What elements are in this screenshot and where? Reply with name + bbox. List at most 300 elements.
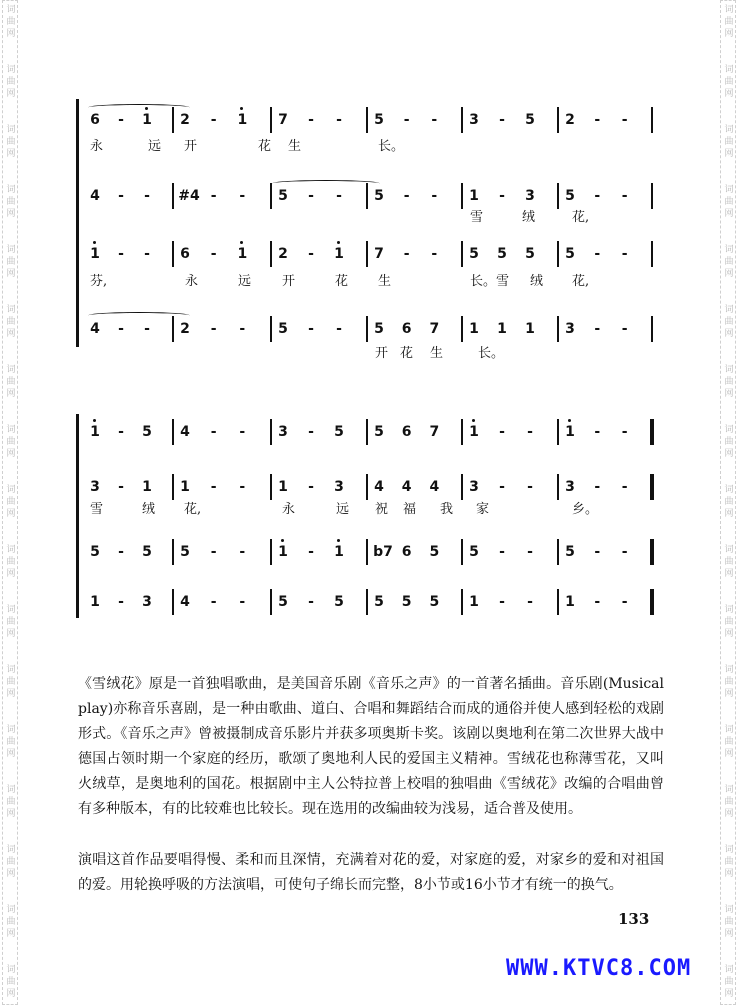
jianpu-note: - xyxy=(239,321,246,337)
jianpu-note: 5 xyxy=(374,321,384,337)
jianpu-note: - xyxy=(239,188,246,204)
bar-line xyxy=(461,183,463,209)
jianpu-note: 4 xyxy=(180,594,190,610)
watermark-glyph: 曲 xyxy=(6,437,16,447)
bar-line xyxy=(270,107,272,133)
bar-line xyxy=(270,589,272,615)
jianpu-note: - xyxy=(499,479,505,495)
jianpu-note: - xyxy=(403,188,410,204)
bar-line xyxy=(461,419,463,445)
jianpu-note: - xyxy=(308,321,314,337)
jianpu-note: - xyxy=(499,188,505,204)
watermark-glyph: 曲 xyxy=(724,377,734,387)
jianpu-note: 1 xyxy=(469,594,479,610)
watermark-glyph: 网 xyxy=(724,329,734,339)
jianpu-note: - xyxy=(144,246,150,262)
jianpu-note: 5 xyxy=(334,594,344,610)
watermark-glyph: 词 xyxy=(6,5,16,15)
jianpu-note: b7 xyxy=(373,544,393,560)
bar-line xyxy=(366,316,368,342)
watermark-glyph: 词 xyxy=(724,485,734,495)
watermark-glyph: 词 xyxy=(724,185,734,195)
lyric-syllable: 福 xyxy=(403,502,417,517)
watermark-glyph: 曲 xyxy=(724,137,734,147)
lyric-syllable: 乡。 xyxy=(572,502,599,517)
lyric-syllable: 长。雪 xyxy=(470,274,510,289)
watermark-glyph: 网 xyxy=(724,389,734,399)
watermark-glyph: 词 xyxy=(6,905,16,915)
system-bracket xyxy=(76,414,79,618)
jianpu-note: - xyxy=(431,188,438,204)
lyric-syllable: 花, xyxy=(572,210,590,225)
jianpu-note: 1 xyxy=(90,594,100,610)
jianpu-note: 3 xyxy=(469,112,479,128)
jianpu-note: 5 xyxy=(142,544,152,560)
lyric-syllable: 花 xyxy=(258,139,272,154)
jianpu-note: 1 xyxy=(467,421,481,443)
bar-line xyxy=(366,539,368,565)
bar-line xyxy=(557,419,559,445)
watermark-glyph: 网 xyxy=(724,689,734,699)
watermark-glyph: 网 xyxy=(6,629,16,639)
jianpu-note: 5 xyxy=(142,424,152,440)
bar-line xyxy=(650,474,654,500)
watermark-glyph: 曲 xyxy=(724,737,734,747)
bar-line xyxy=(557,474,559,500)
watermark-glyph: 词 xyxy=(6,245,16,255)
lyric-syllable: 生 xyxy=(378,274,392,289)
jianpu-note: - xyxy=(621,479,628,495)
site-watermark: WWW.KTVC8.COM xyxy=(506,956,692,981)
bar-line xyxy=(557,241,559,267)
watermark-glyph: 网 xyxy=(6,329,16,339)
watermark-glyph: 网 xyxy=(724,269,734,279)
watermark-glyph: 网 xyxy=(6,269,16,279)
watermark-glyph: 词 xyxy=(724,965,734,975)
watermark-glyph: 网 xyxy=(724,149,734,159)
jianpu-note: - xyxy=(336,188,342,204)
watermark-glyph: 曲 xyxy=(724,77,734,87)
bar-line xyxy=(651,316,653,342)
jianpu-note: 3 xyxy=(334,479,344,495)
watermark-glyph: 网 xyxy=(724,209,734,219)
watermark-glyph: 曲 xyxy=(6,617,16,627)
watermark-glyph: 曲 xyxy=(6,557,16,567)
jianpu-note: - xyxy=(118,544,124,560)
watermark-glyph: 词 xyxy=(724,425,734,435)
lyric-syllable: 远 xyxy=(336,502,350,517)
jianpu-note: - xyxy=(239,479,246,495)
bar-line xyxy=(366,474,368,500)
watermark-glyph: 词 xyxy=(724,545,734,555)
lyric-syllable: 我 xyxy=(440,502,454,517)
jianpu-note: - xyxy=(499,544,505,560)
bar-line xyxy=(557,316,559,342)
jianpu-note: - xyxy=(527,594,533,610)
jianpu-note: - xyxy=(210,321,217,337)
jianpu-note: 5 xyxy=(401,594,412,610)
jianpu-note: - xyxy=(621,424,628,440)
watermark-glyph: 词 xyxy=(6,185,16,195)
watermark-glyph: 曲 xyxy=(724,677,734,687)
watermark-glyph: 网 xyxy=(724,29,734,39)
system-bracket xyxy=(76,99,79,347)
bar-line xyxy=(270,316,272,342)
jianpu-note: - xyxy=(594,544,601,560)
jianpu-note: - xyxy=(308,594,314,610)
watermark-glyph: 曲 xyxy=(6,797,16,807)
watermark-glyph: 网 xyxy=(6,449,16,459)
watermark-glyph: 曲 xyxy=(724,977,734,987)
watermark-glyph: 网 xyxy=(6,209,16,219)
watermark-glyph: 曲 xyxy=(724,497,734,507)
watermark-glyph: 词 xyxy=(724,785,734,795)
watermark-glyph: 网 xyxy=(724,89,734,99)
jianpu-note: 3 xyxy=(469,479,479,495)
jianpu-note: - xyxy=(431,112,438,128)
watermark-glyph: 网 xyxy=(6,509,16,519)
watermark-glyph: 曲 xyxy=(6,377,16,387)
jianpu-note: - xyxy=(621,321,628,337)
jianpu-note: - xyxy=(308,112,314,128)
lyric-syllable: 绒 xyxy=(142,502,156,517)
jianpu-note: 5 xyxy=(525,112,535,128)
watermark-glyph: 网 xyxy=(6,929,16,939)
jianpu-note: 7 xyxy=(278,112,288,128)
lyric-syllable: 祝 xyxy=(375,502,389,517)
jianpu-note: - xyxy=(118,424,124,440)
jianpu-note: - xyxy=(239,424,246,440)
watermark-glyph: 网 xyxy=(724,869,734,879)
jianpu-note: 5 xyxy=(374,112,384,128)
lyric-syllable: 永 xyxy=(282,502,296,517)
watermark-glyph: 词 xyxy=(724,905,734,915)
jianpu-note: - xyxy=(210,112,217,128)
watermark-glyph: 曲 xyxy=(6,317,16,327)
jianpu-note: 3 xyxy=(142,594,152,610)
bar-line xyxy=(461,316,463,342)
jianpu-note: 7 xyxy=(429,321,440,337)
jianpu-note: 1 xyxy=(142,479,152,495)
watermark-glyph: 网 xyxy=(6,869,16,879)
jianpu-note: 5 xyxy=(334,424,344,440)
jianpu-note: - xyxy=(527,479,533,495)
lyric-syllable: 花 xyxy=(400,346,414,361)
watermark-glyph: 词 xyxy=(724,605,734,615)
bar-line xyxy=(366,419,368,445)
jianpu-note: 1 xyxy=(565,594,575,610)
watermark-glyph: 词 xyxy=(724,365,734,375)
watermark-glyph: 词 xyxy=(6,845,16,855)
watermark-glyph: 词 xyxy=(724,245,734,255)
watermark-glyph: 词 xyxy=(724,845,734,855)
jianpu-note: 5 xyxy=(565,544,575,560)
jianpu-note: - xyxy=(499,594,505,610)
jianpu-note: - xyxy=(336,112,342,128)
watermark-glyph: 词 xyxy=(724,665,734,675)
jianpu-note: 1 xyxy=(563,421,577,443)
jianpu-note: - xyxy=(210,188,217,204)
jianpu-note: 3 xyxy=(525,188,535,204)
bar-line xyxy=(172,539,174,565)
jianpu-note: 1 xyxy=(469,188,479,204)
jianpu-note: 2 xyxy=(565,112,575,128)
jianpu-note: 5 xyxy=(469,246,479,262)
jianpu-note: - xyxy=(403,112,410,128)
jianpu-note: - xyxy=(118,479,124,495)
bar-line xyxy=(172,316,174,342)
lyric-syllable: 永 xyxy=(90,139,104,154)
jianpu-note: - xyxy=(210,246,217,262)
watermark-glyph: 词 xyxy=(724,725,734,735)
watermark-glyph: 曲 xyxy=(724,257,734,267)
bar-line xyxy=(270,474,272,500)
jianpu-note: - xyxy=(144,188,150,204)
jianpu-note: - xyxy=(308,544,314,560)
jianpu-note: - xyxy=(118,594,124,610)
jianpu-note: #4 xyxy=(178,188,200,204)
watermark-glyph: 词 xyxy=(724,65,734,75)
jianpu-note: 4 xyxy=(374,479,384,495)
lyric-syllable: 长。 xyxy=(378,139,405,154)
bar-line xyxy=(461,539,463,565)
bar-line xyxy=(366,107,368,133)
page-number: 133 xyxy=(618,910,650,928)
bar-line xyxy=(651,183,653,209)
jianpu-note: - xyxy=(594,594,601,610)
jianpu-note: - xyxy=(210,479,217,495)
watermark-glyph: 网 xyxy=(6,809,16,819)
watermark-glyph: 网 xyxy=(6,389,16,399)
lyric-syllable: 生 xyxy=(288,139,302,154)
jianpu-note: 5 xyxy=(469,544,479,560)
left-watermark-strip xyxy=(2,0,18,1005)
jianpu-note: - xyxy=(118,188,124,204)
watermark-glyph: 曲 xyxy=(6,197,16,207)
jianpu-note: 5 xyxy=(525,246,535,262)
watermark-glyph: 网 xyxy=(724,449,734,459)
lyric-syllable: 远 xyxy=(148,139,162,154)
bar-line xyxy=(461,589,463,615)
jianpu-note: - xyxy=(118,246,124,262)
bar-line xyxy=(172,474,174,500)
jianpu-note: 1 xyxy=(525,321,535,337)
jianpu-note: - xyxy=(239,544,246,560)
jianpu-note: 5 xyxy=(278,321,288,337)
bar-line xyxy=(270,419,272,445)
jianpu-note: 6 xyxy=(401,424,412,440)
jianpu-note: - xyxy=(308,246,314,262)
jianpu-note: 5 xyxy=(429,594,440,610)
lyric-syllable: 开 xyxy=(184,139,198,154)
lyric-syllable: 长。 xyxy=(478,346,505,361)
watermark-glyph: 曲 xyxy=(724,437,734,447)
watermark-glyph: 曲 xyxy=(6,77,16,87)
watermark-glyph: 曲 xyxy=(724,317,734,327)
lyric-syllable: 家 xyxy=(476,502,490,517)
jianpu-note: - xyxy=(621,544,628,560)
watermark-glyph: 曲 xyxy=(6,977,16,987)
watermark-glyph: 词 xyxy=(6,725,16,735)
jianpu-note: - xyxy=(594,424,601,440)
jianpu-note: - xyxy=(594,321,601,337)
bar-line xyxy=(461,107,463,133)
watermark-glyph: 词 xyxy=(6,125,16,135)
lyric-syllable: 远 xyxy=(238,274,252,289)
watermark-glyph: 词 xyxy=(6,665,16,675)
jianpu-note: - xyxy=(527,544,533,560)
bar-line xyxy=(557,589,559,615)
right-watermark-strip xyxy=(720,0,736,1005)
jianpu-note: 6 xyxy=(180,246,190,262)
watermark-glyph: 曲 xyxy=(6,737,16,747)
jianpu-note: 1 xyxy=(276,541,290,563)
jianpu-note: 5 xyxy=(278,188,288,204)
jianpu-note: - xyxy=(431,246,438,262)
lyric-syllable: 生 xyxy=(430,346,444,361)
watermark-glyph: 曲 xyxy=(724,617,734,627)
watermark-glyph: 曲 xyxy=(6,137,16,147)
watermark-glyph: 曲 xyxy=(6,257,16,267)
jianpu-note: 5 xyxy=(565,246,575,262)
bar-line xyxy=(461,474,463,500)
jianpu-note: 5 xyxy=(374,424,384,440)
jianpu-note: 1 xyxy=(235,243,249,265)
lyric-syllable: 开 xyxy=(375,346,389,361)
jianpu-note: 1 xyxy=(332,243,346,265)
bar-line xyxy=(557,183,559,209)
lyric-syllable: 开 xyxy=(282,274,296,289)
watermark-glyph: 词 xyxy=(724,125,734,135)
jianpu-note: 1 xyxy=(140,109,154,131)
watermark-glyph: 网 xyxy=(724,629,734,639)
tie-slur xyxy=(272,180,380,187)
watermark-glyph: 网 xyxy=(6,89,16,99)
watermark-glyph: 词 xyxy=(6,305,16,315)
watermark-glyph: 网 xyxy=(724,989,734,999)
jianpu-note: 5 xyxy=(374,188,384,204)
jianpu-note: 5 xyxy=(180,544,190,560)
bar-line xyxy=(650,589,654,615)
bar-line xyxy=(461,241,463,267)
watermark-glyph: 曲 xyxy=(6,17,16,27)
jianpu-note: 5 xyxy=(429,544,440,560)
jianpu-note: 1 xyxy=(497,321,507,337)
jianpu-note: - xyxy=(210,424,217,440)
lyric-syllable: 绒 xyxy=(530,274,544,289)
jianpu-note: 1 xyxy=(180,479,190,495)
watermark-glyph: 词 xyxy=(6,65,16,75)
jianpu-note: - xyxy=(308,188,314,204)
jianpu-note: - xyxy=(336,321,342,337)
jianpu-note: 3 xyxy=(90,479,100,495)
jianpu-note: 3 xyxy=(565,321,575,337)
jianpu-note: - xyxy=(118,321,124,337)
jianpu-note: - xyxy=(594,479,601,495)
jianpu-note: 5 xyxy=(90,544,100,560)
bar-line xyxy=(172,419,174,445)
watermark-glyph: 曲 xyxy=(724,557,734,567)
watermark-glyph: 网 xyxy=(6,569,16,579)
watermark-glyph: 网 xyxy=(6,749,16,759)
bar-line xyxy=(366,241,368,267)
watermark-glyph: 曲 xyxy=(6,497,16,507)
watermark-glyph: 曲 xyxy=(724,917,734,927)
jianpu-note: 6 xyxy=(401,321,412,337)
jianpu-note: 1 xyxy=(278,479,288,495)
jianpu-note: - xyxy=(499,424,505,440)
watermark-glyph: 曲 xyxy=(6,917,16,927)
watermark-glyph: 曲 xyxy=(6,677,16,687)
jianpu-note: - xyxy=(594,188,601,204)
bar-line xyxy=(650,419,654,445)
watermark-glyph: 曲 xyxy=(724,197,734,207)
watermark-glyph: 词 xyxy=(6,965,16,975)
lyric-syllable: 芬, xyxy=(90,274,108,289)
watermark-glyph: 曲 xyxy=(724,857,734,867)
bar-line xyxy=(366,589,368,615)
jianpu-note: - xyxy=(308,424,314,440)
jianpu-note: - xyxy=(621,188,628,204)
jianpu-note: - xyxy=(210,544,217,560)
bar-line xyxy=(270,241,272,267)
jianpu-note: 1 xyxy=(88,421,102,443)
watermark-glyph: 网 xyxy=(6,689,16,699)
lyric-syllable: 雪 xyxy=(90,502,104,517)
jianpu-note: - xyxy=(621,112,628,128)
bar-line xyxy=(650,539,654,565)
watermark-glyph: 网 xyxy=(724,509,734,519)
watermark-glyph: 网 xyxy=(724,569,734,579)
jianpu-note: 3 xyxy=(278,424,288,440)
watermark-glyph: 网 xyxy=(6,29,16,39)
jianpu-note: 2 xyxy=(180,112,190,128)
watermark-glyph: 网 xyxy=(724,749,734,759)
watermark-glyph: 曲 xyxy=(724,17,734,27)
watermark-glyph: 曲 xyxy=(6,857,16,867)
lyric-syllable: 花, xyxy=(572,274,590,289)
jianpu-note: - xyxy=(118,112,124,128)
lyric-syllable: 花, xyxy=(184,502,202,517)
jianpu-note: 4 xyxy=(180,424,190,440)
bar-line xyxy=(557,107,559,133)
jianpu-note: 7 xyxy=(374,246,384,262)
jianpu-note: - xyxy=(621,246,628,262)
jianpu-note: 5 xyxy=(374,594,384,610)
jianpu-note: 5 xyxy=(278,594,288,610)
lyric-syllable: 绒 xyxy=(522,210,536,225)
lyric-syllable: 永 xyxy=(185,274,199,289)
watermark-glyph: 词 xyxy=(6,365,16,375)
jianpu-note: - xyxy=(144,321,150,337)
jianpu-note: 1 xyxy=(469,321,479,337)
bar-line xyxy=(557,539,559,565)
jianpu-note: 1 xyxy=(235,109,249,131)
jianpu-note: - xyxy=(499,112,505,128)
watermark-glyph: 网 xyxy=(724,929,734,939)
tie-slur xyxy=(88,104,190,111)
watermark-glyph: 曲 xyxy=(724,797,734,807)
jianpu-note: 5 xyxy=(497,246,507,262)
bar-line xyxy=(270,539,272,565)
performance-paragraph: 演唱这首作品要唱得慢、柔和而且深情，充满着对花的爱，对家庭的爱，对家乡的爱和对祖国的爱。用轮换呼吸的方法演唱，可使句子绵长而完整，8小节或16小节才有统一的换气。 xyxy=(78,852,664,893)
jianpu-note: - xyxy=(403,246,410,262)
jianpu-note: 6 xyxy=(401,544,412,560)
jianpu-note: 6 xyxy=(90,112,100,128)
jianpu-note: 4 xyxy=(90,188,100,204)
jianpu-note: - xyxy=(210,594,217,610)
watermark-glyph: 词 xyxy=(724,5,734,15)
